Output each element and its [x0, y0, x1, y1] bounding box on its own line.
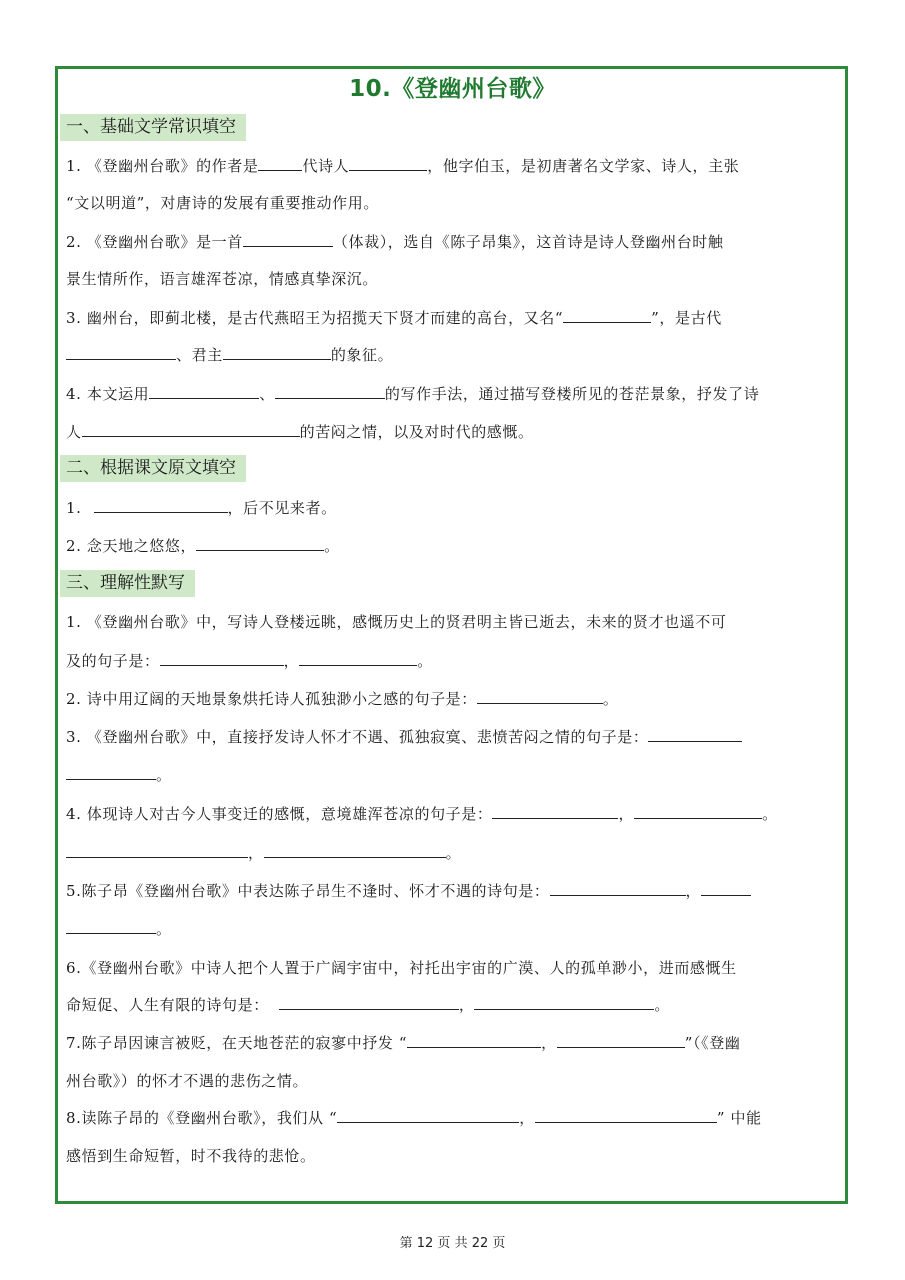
question-3-6-line-1: 6.《登幽州台歌》中诗人把个人置于广阔宇宙中，衬托出宇宙的广漠、人的孤单渺小，进而感慨生 — [66, 959, 737, 977]
question-3-7-line-1: 7.陈子昂因谏言被贬，在天地苍茫的寂寥中抒发 “ ， ”（《登幽 — [66, 1034, 741, 1052]
blank[interactable] — [66, 918, 156, 934]
blank[interactable] — [196, 535, 324, 551]
blank[interactable] — [279, 994, 459, 1010]
question-3-1-line-1: 1. 《登幽州台歌》中，写诗人登楼远眺，感慨历史上的贤君明主皆已逝去，未来的贤才也遥不可 — [66, 613, 727, 631]
question-3-1-line-2: 及的句子是： ， 。 — [66, 652, 433, 670]
question-1-2-line-1: 2. 《登幽州台歌》是一首 （体裁），选自《陈子昂集》，这首诗是诗人登幽州台时触 — [66, 233, 724, 251]
question-3-8-line-2: 感悟到生命短暂，时不我待的悲怆。 — [66, 1147, 316, 1165]
question-3-4-line-1: 4. 体现诗人对古今人事变迁的感慨，意境雄浑苍凉的句子是： ， 。 — [66, 805, 778, 823]
blank[interactable] — [264, 842, 446, 858]
blank[interactable] — [557, 1032, 685, 1048]
question-3-7-line-2: 州台歌》）的怀才不遇的悲伤之情。 — [66, 1072, 309, 1090]
question-3-5-line-2: 。 — [66, 918, 841, 940]
question-1-3-line-2: 、君主 的象征。 — [66, 344, 841, 366]
blank[interactable] — [634, 803, 762, 819]
question-3-2: 2. 诗中用辽阔的天地景象烘托诗人孤独渺小之感的句子是： 。 — [66, 690, 619, 708]
blank[interactable] — [407, 1032, 541, 1048]
blank[interactable] — [477, 688, 603, 704]
section-heading-2: 二、根据课文原文填空 — [60, 455, 246, 482]
section-heading-1: 一、基础文学常识填空 — [60, 114, 246, 141]
question-2-2: 2. 念天地之悠悠， 。 — [66, 537, 340, 555]
blank[interactable] — [535, 1107, 717, 1123]
question-1-4-line-1: 4. 本文运用 、 的写作手法，通过描写登楼所见的苍茫景象，抒发了诗 — [66, 385, 760, 403]
blank[interactable] — [223, 344, 331, 360]
blank[interactable] — [349, 155, 427, 171]
blank[interactable] — [337, 1107, 519, 1123]
question-1-3-line-1: 3. 幽州台，即蓟北楼，是古代燕昭王为招揽天下贤才而建的高台，又名“ ”，是古代 — [66, 309, 722, 327]
blank[interactable] — [243, 231, 333, 247]
question-3-4-line-2: ， 。 — [66, 842, 841, 864]
blank[interactable] — [94, 497, 228, 513]
question-3-6-line-2: 命短促、人生有限的诗句是： ， 。 — [66, 996, 671, 1014]
blank[interactable] — [258, 155, 302, 171]
blank[interactable] — [66, 842, 248, 858]
question-1-2-line-2: 景生情所作，语言雄浑苍凉，情感真挚深沉。 — [66, 270, 379, 288]
question-3-5-line-1: 5.陈子昂《登幽州台歌》中表达陈子昂生不逢时、怀才不遇的诗句是： ， — [66, 880, 841, 902]
question-3-8-line-1: 8.读陈子昂的《登幽州台歌》，我们从 “ ， ” 中能 — [66, 1109, 762, 1127]
blank[interactable] — [160, 650, 284, 666]
blank[interactable] — [701, 880, 751, 896]
blank[interactable] — [66, 764, 156, 780]
question-1-1-line-2: “文以明道”，对唐诗的发展有重要推动作用。 — [66, 194, 379, 212]
blank[interactable] — [275, 383, 385, 399]
blank[interactable] — [82, 421, 300, 437]
blank[interactable] — [563, 307, 651, 323]
blank[interactable] — [299, 650, 417, 666]
question-3-3-line-2: 。 — [66, 764, 841, 786]
blank[interactable] — [550, 880, 686, 896]
blank[interactable] — [492, 803, 618, 819]
question-3-3-line-1: 3. 《登幽州台歌》中，直接抒发诗人怀才不遇、孤独寂寞、悲愤苦闷之情的句子是： — [66, 726, 841, 748]
section-heading-3: 三、理解性默写 — [60, 570, 195, 597]
blank[interactable] — [474, 994, 654, 1010]
question-1-4-line-2: 人 的苦闷之情，以及对时代的感慨。 — [66, 423, 534, 441]
page-title: 10.《登幽州台歌》 — [349, 76, 556, 102]
blank[interactable] — [149, 383, 259, 399]
blank[interactable] — [66, 344, 176, 360]
blank[interactable] — [648, 726, 742, 742]
page-footer: 第 12 页 共 22 页 — [399, 1236, 506, 1251]
question-2-1: 1. ，后不见来者。 — [66, 499, 337, 517]
question-1-1-line-1: 1. 《登幽州台歌》的作者是 代诗人 ，他字伯玉，是初唐著名文学家、诗人，主张 — [66, 157, 740, 175]
